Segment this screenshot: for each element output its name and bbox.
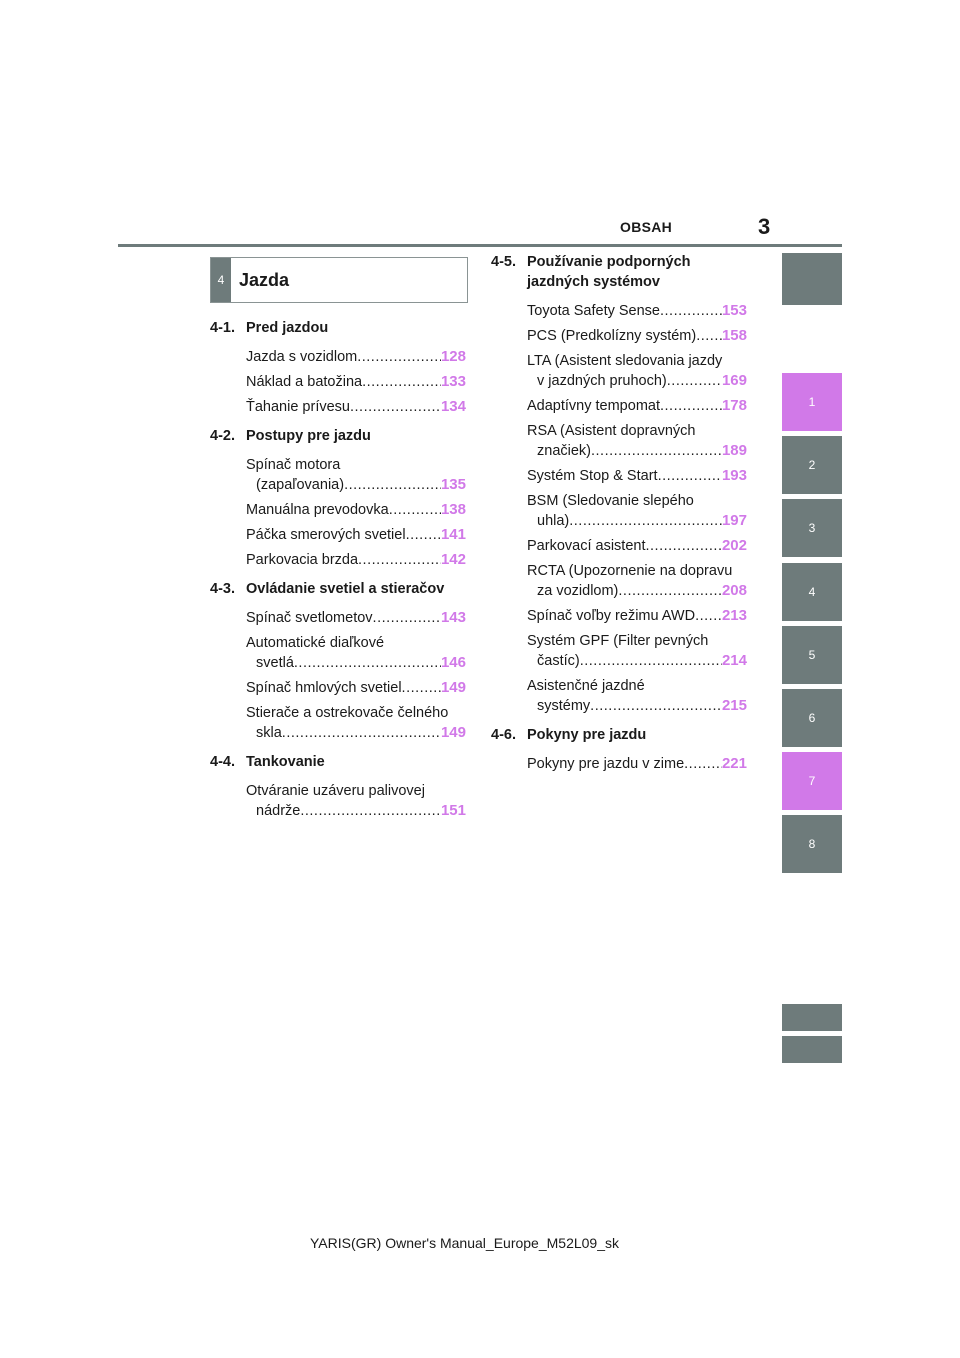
dot-leader — [294, 653, 441, 673]
toc-entry-title: Spínač hmlových svetiel — [246, 680, 402, 696]
toc-entry[interactable] — [527, 754, 747, 774]
dot-leader — [580, 651, 722, 671]
header-rule — [118, 244, 842, 247]
toc-page-link[interactable]: 214 — [721, 652, 747, 669]
dot-leader — [618, 581, 722, 601]
dot-leader — [358, 550, 441, 570]
toc-page-link[interactable]: 138 — [440, 501, 466, 518]
toc-entry-title: Jazda s vozidlom — [246, 349, 358, 365]
toc-entry-title-line: Systém GPF (Filter pevných — [527, 633, 709, 649]
toc-page-link[interactable]: 178 — [721, 397, 747, 414]
toc-page-link[interactable]: 133 — [440, 373, 466, 390]
toc-entry-title: skla — [256, 725, 282, 741]
dot-leader — [660, 301, 722, 321]
toc-entry-title-line: Otváranie uzáveru palivovej — [246, 783, 425, 799]
toc-entry-title: Parkovací asistent — [527, 538, 646, 554]
toc-page-link[interactable]: 143 — [440, 609, 466, 626]
toc-entry-title: Parkovacia brzda — [246, 552, 359, 568]
chapter-tab[interactable] — [782, 1036, 842, 1063]
footer-text: YARIS(GR) Owner's Manual_Europe_M52L09_sk — [310, 1235, 619, 1251]
toc-chapter-number: 4-3. — [210, 581, 235, 597]
dot-leader — [660, 396, 722, 416]
section-heading-box — [210, 257, 468, 303]
chapter-tab[interactable]: 5 — [782, 626, 842, 684]
toc-column-left — [210, 318, 466, 830]
toc-chapter-title: Pokyny pre jazdu — [527, 727, 647, 743]
toc-page-link[interactable]: 158 — [721, 327, 747, 344]
toc-entry-title-line: Stierače a ostrekovače čelného — [246, 705, 449, 721]
toc-chapter-heading — [491, 725, 747, 745]
dot-leader — [389, 500, 441, 520]
chapter-tab[interactable] — [782, 1004, 842, 1031]
dot-leader — [696, 326, 722, 346]
toc-entry[interactable] — [527, 561, 747, 601]
toc-entry[interactable] — [527, 606, 747, 626]
toc-chapter-title: Používanie podporných jazdných systémov — [527, 254, 691, 290]
dot-leader — [645, 536, 721, 556]
toc-chapter-heading — [210, 426, 466, 446]
toc-chapter-heading — [491, 252, 747, 292]
toc-entry-title: Adaptívny tempomat — [527, 398, 660, 414]
dot-leader — [406, 525, 441, 545]
toc-chapter-title: Pred jazdou — [246, 320, 329, 336]
toc-column-right — [491, 252, 747, 783]
chapter-tab[interactable]: 6 — [782, 689, 842, 747]
dot-leader — [569, 511, 722, 531]
chapter-tab[interactable]: 8 — [782, 815, 842, 873]
toc-page-link[interactable]: 215 — [721, 697, 747, 714]
toc-entry-title-line: BSM (Sledovanie slepého — [527, 493, 694, 509]
toc-entry-title: PCS (Predkolízny systém) — [527, 328, 697, 344]
toc-entry-title-line: RCTA (Upozornenie na dopravu — [527, 563, 733, 579]
toc-entry-title-line: Asistenčné jazdné — [527, 678, 645, 694]
toc-page-link[interactable]: 221 — [721, 755, 747, 772]
toc-page-link[interactable]: 197 — [721, 512, 747, 529]
toc-chapter-number: 4-2. — [210, 428, 235, 444]
toc-chapter-heading — [210, 752, 466, 772]
toc-entry[interactable] — [246, 455, 466, 495]
toc-entry-title-line: Spínač motora — [246, 457, 341, 473]
toc-entry-title-line: Automatické diaľkové — [246, 635, 385, 651]
toc-entry[interactable] — [246, 678, 466, 698]
toc-chapter-title: Ovládanie svetiel a stieračov — [246, 581, 445, 597]
toc-entry[interactable] — [246, 703, 466, 743]
toc-chapter-number: 4-4. — [210, 754, 235, 770]
toc-chapter-number: 4-1. — [210, 320, 235, 336]
chapter-tab[interactable]: 3 — [782, 499, 842, 557]
dot-leader — [362, 372, 441, 392]
toc-page-link[interactable]: 213 — [721, 607, 747, 624]
header-title: OBSAH — [620, 219, 673, 235]
toc-entry-title: Spínač voľby režimu AWD — [527, 608, 696, 624]
dot-leader — [402, 678, 441, 698]
dot-leader — [300, 801, 441, 821]
toc-entry-title: značiek) — [537, 443, 591, 459]
page-number: 3 — [758, 214, 771, 239]
toc-page-link[interactable]: 135 — [440, 476, 466, 493]
toc-entry[interactable] — [246, 608, 466, 628]
toc-entry[interactable] — [527, 491, 747, 531]
toc-page-link[interactable]: 128 — [440, 348, 466, 365]
toc-entry[interactable] — [246, 397, 466, 417]
toc-entry[interactable] — [246, 525, 466, 545]
chapter-tab[interactable]: 4 — [782, 563, 842, 621]
toc-entry[interactable] — [246, 347, 466, 367]
toc-entry-title-line: RSA (Asistent dopravných — [527, 423, 696, 439]
toc-entry-title: svetlá — [256, 655, 294, 671]
toc-chapter-heading — [210, 318, 466, 338]
dot-leader — [590, 696, 722, 716]
dot-leader — [658, 466, 722, 486]
toc-page-link[interactable]: 202 — [721, 537, 747, 554]
toc-entry-title: (zapaľovania) — [256, 477, 345, 493]
toc-page-link[interactable]: 189 — [721, 442, 747, 459]
toc-entry[interactable] — [527, 421, 747, 461]
toc-entry-title: Náklad a batožina — [246, 374, 363, 390]
dot-leader — [344, 475, 441, 495]
toc-entry-title: za vozidlom) — [537, 583, 619, 599]
toc-entry[interactable] — [246, 550, 466, 570]
dot-leader — [695, 606, 722, 626]
toc-entry[interactable] — [527, 396, 747, 416]
toc-entry-title: Pokyny pre jazdu v zime — [527, 756, 685, 772]
dot-leader — [373, 608, 441, 628]
toc-page-link[interactable]: 193 — [721, 467, 747, 484]
toc-page-link[interactable]: 151 — [440, 802, 466, 819]
toc-entry-title: Toyota Safety Sense — [527, 303, 660, 319]
chapter-tab[interactable]: 7 — [782, 752, 842, 810]
toc-entry-title: nádrže — [256, 803, 301, 819]
toc-entry[interactable] — [527, 326, 747, 346]
toc-entry-title: Manuálna prevodovka — [246, 502, 389, 518]
toc-entry[interactable] — [527, 351, 747, 391]
toc-entry-title: systémy — [537, 698, 591, 714]
toc-entry[interactable] — [246, 372, 466, 392]
toc-entry-title: Spínač svetlometov — [246, 610, 373, 626]
toc-page-link[interactable]: 146 — [440, 654, 466, 671]
toc-page-link[interactable]: 208 — [721, 582, 747, 599]
toc-entry-title: v jazdných pruhoch) — [537, 373, 667, 389]
chapter-tab[interactable]: 1 — [782, 373, 842, 431]
toc-entry-title: uhla) — [537, 513, 570, 529]
toc-entry-title: Ťahanie prívesu — [246, 399, 350, 415]
chapter-tab[interactable] — [782, 253, 842, 305]
toc-entry-title-line: LTA (Asistent sledovania jazdy — [527, 353, 723, 369]
chapter-tab[interactable]: 2 — [782, 436, 842, 494]
toc-entry[interactable] — [527, 301, 747, 321]
toc-page-link[interactable]: 142 — [440, 551, 466, 568]
toc-entry[interactable] — [246, 633, 466, 673]
toc-chapter-title: Tankovanie — [246, 754, 325, 770]
toc-chapter-number: 4-6. — [491, 727, 516, 743]
toc-page-link[interactable]: 134 — [440, 398, 466, 415]
toc-page-link[interactable]: 169 — [721, 372, 747, 389]
toc-entry-title: častíc) — [537, 653, 580, 669]
toc-chapter-title: Postupy pre jazdu — [246, 428, 371, 444]
section-title: Jazda — [239, 270, 290, 290]
dot-leader — [667, 371, 722, 391]
toc-entry[interactable] — [527, 676, 747, 716]
toc-entry[interactable] — [527, 466, 747, 486]
toc-page-link[interactable]: 141 — [440, 526, 466, 543]
toc-chapter-heading — [210, 579, 466, 599]
dot-leader — [282, 723, 441, 743]
section-number: 4 — [211, 258, 231, 302]
toc-page-link[interactable]: 149 — [440, 724, 466, 741]
toc-page-link[interactable]: 149 — [440, 679, 466, 696]
toc-entry[interactable] — [246, 500, 466, 520]
dot-leader — [684, 754, 722, 774]
toc-page-link[interactable]: 153 — [721, 302, 747, 319]
toc-chapter-number: 4-5. — [491, 254, 516, 270]
toc-entry-title: Systém Stop & Start — [527, 468, 658, 484]
toc-entry[interactable] — [527, 536, 747, 556]
dot-leader — [350, 397, 441, 417]
dot-leader — [591, 441, 722, 461]
toc-entry[interactable] — [527, 631, 747, 671]
toc-entry-title: Páčka smerových svetiel — [246, 527, 406, 543]
toc-entry[interactable] — [246, 781, 466, 821]
dot-leader — [357, 347, 441, 367]
